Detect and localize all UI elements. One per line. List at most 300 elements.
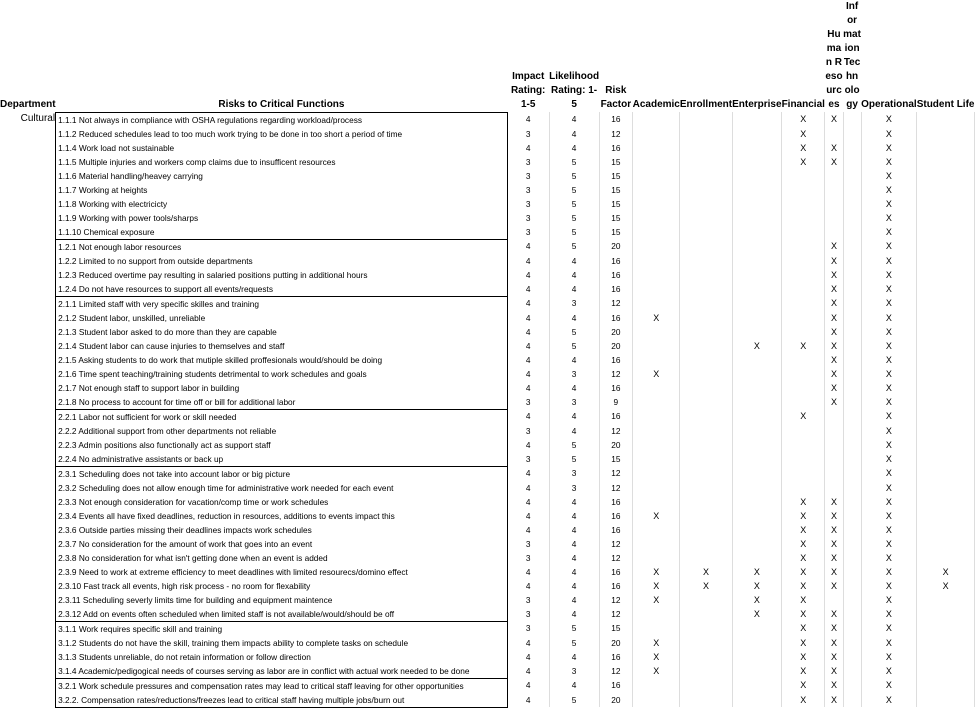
likelihood-rating: 4 [549, 523, 599, 537]
human-resources-mark: X [825, 636, 843, 650]
information-technology-mark [843, 239, 861, 254]
risk-factor: 9 [599, 395, 633, 410]
risk-description: 1.1.2 Reduced schedules lead to too much work trying to be done in too short a period of time [56, 127, 508, 141]
enrollment-mark [680, 381, 732, 395]
human-resources-mark: X [825, 325, 843, 339]
operational-mark: X [861, 155, 917, 169]
enrollment-mark [680, 197, 732, 211]
impact-rating: 4 [507, 523, 549, 537]
risk-description: 2.1.7 Not enough staff to support labor in building [56, 381, 508, 395]
human-resources-mark: X [825, 367, 843, 381]
department-cell [0, 325, 56, 339]
table-row [0, 621, 975, 636]
student-life-mark [917, 367, 975, 381]
department-cell [0, 353, 56, 367]
student-life-mark [917, 155, 975, 169]
risk-description: 2.3.12 Add on events often scheduled when limited staff is not available/would/should be off [56, 607, 508, 622]
risk-factor: 15 [599, 225, 633, 240]
student-life-mark [917, 311, 975, 325]
enterprise-mark [732, 282, 781, 297]
enrollment-mark [680, 523, 732, 537]
likelihood-rating: 5 [549, 636, 599, 650]
risk-description: 2.1.1 Limited staff with very specific skilles and training [56, 296, 508, 311]
enterprise-mark [732, 678, 781, 693]
impact-rating: 4 [507, 664, 549, 679]
enrollment-mark [680, 183, 732, 197]
header-enrollment: Enrollment [679, 99, 733, 110]
department-cell [0, 296, 56, 311]
table-row [0, 495, 975, 509]
student-life-mark [917, 381, 975, 395]
operational-mark: X [861, 367, 917, 381]
impact-rating: 4 [507, 565, 549, 579]
enrollment-mark [680, 339, 732, 353]
department-cell [0, 636, 56, 650]
department-cell [0, 339, 56, 353]
human-resources-mark: X [825, 395, 843, 410]
information-technology-mark [843, 254, 861, 268]
human-resources-mark [825, 466, 843, 481]
human-resources-mark: X [825, 112, 843, 127]
likelihood-rating: 4 [549, 268, 599, 282]
financial-mark [782, 197, 825, 211]
department-cell [0, 311, 56, 325]
information-technology-mark [843, 169, 861, 183]
information-technology-mark [843, 495, 861, 509]
operational-mark: X [861, 183, 917, 197]
impact-rating: 4 [507, 650, 549, 664]
financial-mark: X [782, 141, 825, 155]
operational-mark: X [861, 438, 917, 452]
enterprise-mark [732, 452, 781, 467]
academic-mark [633, 495, 680, 509]
financial-mark [782, 311, 825, 325]
risk-factor: 12 [599, 424, 633, 438]
human-resources-mark [825, 183, 843, 197]
academic-mark [633, 197, 680, 211]
financial-mark: X [782, 495, 825, 509]
department-cell [0, 537, 56, 551]
enterprise-mark: X [732, 593, 781, 607]
likelihood-rating: 5 [549, 452, 599, 467]
academic-mark [633, 678, 680, 693]
likelihood-rating: 4 [549, 254, 599, 268]
financial-mark: X [782, 678, 825, 693]
enterprise-mark [732, 523, 781, 537]
impact-rating: 4 [507, 254, 549, 268]
operational-mark: X [861, 296, 917, 311]
enrollment-mark [680, 169, 732, 183]
financial-mark [782, 254, 825, 268]
academic-mark [633, 112, 680, 127]
department-cell [0, 452, 56, 467]
enrollment-mark: X [680, 579, 732, 593]
financial-mark [782, 466, 825, 481]
risk-factor: 16 [599, 282, 633, 297]
enrollment-mark [680, 296, 732, 311]
academic-mark [633, 268, 680, 282]
human-resources-mark [825, 593, 843, 607]
academic-mark [633, 466, 680, 481]
risk-factor: 15 [599, 197, 633, 211]
student-life-mark [917, 127, 975, 141]
financial-mark [782, 296, 825, 311]
department-cell [0, 693, 56, 708]
impact-rating: 4 [507, 509, 549, 523]
table-row [0, 127, 975, 141]
enrollment-mark [680, 155, 732, 169]
enterprise-mark [732, 325, 781, 339]
department-cell [0, 183, 56, 197]
information-technology-mark [843, 650, 861, 664]
student-life-mark [917, 593, 975, 607]
impact-rating: 4 [507, 367, 549, 381]
likelihood-rating: 5 [549, 183, 599, 197]
operational-mark: X [861, 593, 917, 607]
impact-rating: 4 [507, 381, 549, 395]
risk-factor: 15 [599, 621, 633, 636]
information-technology-mark [843, 381, 861, 395]
header-operational: Operational [861, 99, 917, 110]
impact-rating: 3 [507, 607, 549, 622]
likelihood-rating: 3 [549, 664, 599, 679]
table-row [0, 565, 975, 579]
table-row [0, 678, 975, 693]
academic-mark [633, 183, 680, 197]
student-life-mark [917, 438, 975, 452]
operational-mark: X [861, 325, 917, 339]
risk-description: 1.1.7 Working at heights [56, 183, 508, 197]
department-cell [0, 495, 56, 509]
risk-factor: 12 [599, 607, 633, 622]
financial-mark [782, 424, 825, 438]
academic-mark: X [633, 509, 680, 523]
impact-rating: 4 [507, 409, 549, 424]
human-resources-mark [825, 225, 843, 240]
information-technology-mark [843, 268, 861, 282]
information-technology-mark [843, 481, 861, 495]
information-technology-mark [843, 395, 861, 410]
impact-rating: 4 [507, 481, 549, 495]
likelihood-rating: 5 [549, 693, 599, 708]
student-life-mark [917, 607, 975, 622]
financial-mark: X [782, 579, 825, 593]
risk-factor: 12 [599, 367, 633, 381]
risk-description: 2.1.8 No process to account for time off or bill for additional labor [56, 395, 508, 410]
operational-mark: X [861, 537, 917, 551]
student-life-mark [917, 636, 975, 650]
student-life-mark [917, 650, 975, 664]
risk-factor: 16 [599, 495, 633, 509]
table-row [0, 551, 975, 565]
table-row [0, 282, 975, 297]
table-row [0, 353, 975, 367]
human-resources-mark: X [825, 353, 843, 367]
student-life-mark [917, 523, 975, 537]
student-life-mark [917, 183, 975, 197]
academic-mark [633, 409, 680, 424]
student-life-mark [917, 211, 975, 225]
academic-mark [633, 537, 680, 551]
impact-rating: 3 [507, 169, 549, 183]
likelihood-rating: 4 [549, 311, 599, 325]
risk-factor: 12 [599, 481, 633, 495]
student-life-mark [917, 339, 975, 353]
information-technology-mark [843, 225, 861, 240]
risk-factor: 12 [599, 296, 633, 311]
academic-mark: X [633, 367, 680, 381]
likelihood-rating: 3 [549, 367, 599, 381]
risk-factor: 16 [599, 254, 633, 268]
risk-factor: 12 [599, 466, 633, 481]
table-row [0, 311, 975, 325]
enterprise-mark [732, 112, 781, 127]
table-row [0, 424, 975, 438]
header-financial: Financial [781, 99, 825, 110]
department-cell [0, 438, 56, 452]
academic-mark [633, 381, 680, 395]
risk-factor: 16 [599, 311, 633, 325]
information-technology-mark [843, 523, 861, 537]
financial-mark: X [782, 551, 825, 565]
enrollment-mark [680, 211, 732, 225]
department-cell [0, 169, 56, 183]
human-resources-mark [825, 409, 843, 424]
risk-factor: 16 [599, 579, 633, 593]
human-resources-mark: X [825, 551, 843, 565]
information-technology-mark [843, 579, 861, 593]
enterprise-mark [732, 537, 781, 551]
risk-factor: 20 [599, 325, 633, 339]
risk-factor: 20 [599, 339, 633, 353]
academic-mark [633, 239, 680, 254]
impact-rating: 4 [507, 353, 549, 367]
student-life-mark [917, 239, 975, 254]
financial-mark [782, 395, 825, 410]
financial-mark: X [782, 650, 825, 664]
table-row [0, 112, 975, 127]
human-resources-mark: X [825, 664, 843, 679]
human-resources-mark: X [825, 254, 843, 268]
financial-mark: X [782, 593, 825, 607]
financial-mark: X [782, 155, 825, 169]
enterprise-mark [732, 621, 781, 636]
department-cell [0, 650, 56, 664]
impact-rating: 4 [507, 239, 549, 254]
academic-mark: X [633, 593, 680, 607]
risk-description: 2.1.6 Time spent teaching/training students detrimental to work schedules and goals [56, 367, 508, 381]
table-row [0, 650, 975, 664]
operational-mark: X [861, 636, 917, 650]
human-resources-mark: X [825, 495, 843, 509]
financial-mark: X [782, 523, 825, 537]
human-resources-mark [825, 424, 843, 438]
human-resources-mark: X [825, 296, 843, 311]
human-resources-mark: X [825, 509, 843, 523]
financial-mark [782, 225, 825, 240]
table-row [0, 381, 975, 395]
risk-description: 1.1.8 Working with electricicty [56, 197, 508, 211]
operational-mark: X [861, 579, 917, 593]
human-resources-mark: X [825, 239, 843, 254]
header-risks: Risks to Critical Functions [56, 0, 508, 112]
information-technology-mark [843, 466, 861, 481]
human-resources-mark [825, 127, 843, 141]
likelihood-rating: 5 [549, 169, 599, 183]
likelihood-rating: 3 [549, 466, 599, 481]
enterprise-mark [732, 268, 781, 282]
operational-mark: X [861, 282, 917, 297]
risk-factor: 20 [599, 636, 633, 650]
table-row [0, 169, 975, 183]
human-resources-mark: X [825, 678, 843, 693]
risk-factor: 16 [599, 353, 633, 367]
risk-description: 1.2.2 Limited to no support from outside departments [56, 254, 508, 268]
enrollment-mark [680, 225, 732, 240]
risk-description: 2.3.7 No consideration for the amount of work that goes into an event [56, 537, 508, 551]
table-row [0, 141, 975, 155]
financial-mark: X [782, 565, 825, 579]
department-cell [0, 509, 56, 523]
academic-mark: X [633, 565, 680, 579]
financial-mark: X [782, 636, 825, 650]
human-resources-mark: X [825, 282, 843, 297]
enterprise-mark [732, 636, 781, 650]
enterprise-mark [732, 211, 781, 225]
information-technology-mark [843, 296, 861, 311]
likelihood-rating: 5 [549, 325, 599, 339]
risk-factor: 16 [599, 268, 633, 282]
department-cell: Cultural [0, 112, 56, 127]
impact-rating: 3 [507, 197, 549, 211]
information-technology-mark [843, 678, 861, 693]
information-technology-mark [843, 565, 861, 579]
information-technology-mark [843, 551, 861, 565]
impact-rating: 4 [507, 325, 549, 339]
risk-factor: 16 [599, 141, 633, 155]
academic-mark [633, 551, 680, 565]
operational-mark: X [861, 565, 917, 579]
enterprise-mark [732, 693, 781, 708]
enterprise-mark [732, 183, 781, 197]
likelihood-rating: 4 [549, 127, 599, 141]
human-resources-mark: X [825, 537, 843, 551]
human-resources-mark: X [825, 155, 843, 169]
student-life-mark: X [917, 579, 975, 593]
enrollment-mark [680, 353, 732, 367]
likelihood-rating: 5 [549, 339, 599, 353]
information-technology-mark [843, 621, 861, 636]
likelihood-rating: 4 [549, 282, 599, 297]
department-cell [0, 579, 56, 593]
table-row [0, 481, 975, 495]
academic-mark [633, 325, 680, 339]
risk-description: 2.3.10 Fast track all events, high risk process - no room for flexability [56, 579, 508, 593]
academic-mark [633, 353, 680, 367]
department-cell [0, 268, 56, 282]
enterprise-mark [732, 381, 781, 395]
human-resources-mark: X [825, 579, 843, 593]
academic-mark [633, 438, 680, 452]
likelihood-rating: 4 [549, 579, 599, 593]
impact-rating: 3 [507, 211, 549, 225]
academic-mark [633, 296, 680, 311]
information-technology-mark [843, 452, 861, 467]
enrollment-mark: X [680, 565, 732, 579]
impact-rating: 3 [507, 537, 549, 551]
operational-mark: X [861, 650, 917, 664]
operational-mark: X [861, 268, 917, 282]
risk-description: 2.2.1 Labor not sufficient for work or skill needed [56, 409, 508, 424]
impact-rating: 3 [507, 424, 549, 438]
enterprise-mark [732, 296, 781, 311]
risk-description: 1.2.1 Not enough labor resources [56, 239, 508, 254]
likelihood-rating: 5 [549, 225, 599, 240]
impact-rating: 4 [507, 636, 549, 650]
department-cell [0, 141, 56, 155]
academic-mark [633, 523, 680, 537]
likelihood-rating: 3 [549, 481, 599, 495]
student-life-mark [917, 296, 975, 311]
academic-mark [633, 621, 680, 636]
department-cell [0, 607, 56, 622]
impact-rating: 4 [507, 112, 549, 127]
department-cell [0, 127, 56, 141]
student-life-mark [917, 325, 975, 339]
human-resources-mark: X [825, 650, 843, 664]
impact-rating: 3 [507, 395, 549, 410]
impact-rating: 4 [507, 296, 549, 311]
table-row [0, 579, 975, 593]
financial-mark [782, 239, 825, 254]
risk-description: 3.1.1 Work requires specific skill and training [56, 621, 508, 636]
risk-factor: 12 [599, 551, 633, 565]
operational-mark: X [861, 424, 917, 438]
department-cell [0, 367, 56, 381]
header-row [0, 0, 975, 112]
academic-mark: X [633, 636, 680, 650]
human-resources-mark [825, 438, 843, 452]
enrollment-mark [680, 325, 732, 339]
enterprise-mark [732, 551, 781, 565]
risk-description: 2.1.3 Student labor asked to do more than they are capable [56, 325, 508, 339]
information-technology-mark [843, 325, 861, 339]
enrollment-mark [680, 141, 732, 155]
operational-mark: X [861, 481, 917, 495]
operational-mark: X [861, 607, 917, 622]
header-academic: Academic [632, 99, 680, 110]
operational-mark: X [861, 395, 917, 410]
risk-description: 2.3.2 Scheduling does not allow enough time for administrative work needed for each event [56, 481, 508, 495]
table-row [0, 225, 975, 240]
risk-description: 3.2.1 Work schedule pressures and compensation rates may lead to critical staff leaving for other opportunities [56, 678, 508, 693]
department-cell [0, 211, 56, 225]
information-technology-mark [843, 155, 861, 169]
operational-mark: X [861, 509, 917, 523]
risk-description: 3.1.3 Students unreliable, do not retain information or follow direction [56, 650, 508, 664]
table-row [0, 593, 975, 607]
human-resources-mark: X [825, 523, 843, 537]
header-risk-factor: Risk Factor [600, 85, 632, 110]
human-resources-mark [825, 452, 843, 467]
department-cell [0, 621, 56, 636]
information-technology-mark [843, 509, 861, 523]
risk-description: 3.1.2 Students do not have the skill, training them impacts ability to complete tasks on schedule [56, 636, 508, 650]
student-life-mark [917, 409, 975, 424]
likelihood-rating: 3 [549, 395, 599, 410]
financial-mark: X [782, 127, 825, 141]
enterprise-mark: X [732, 565, 781, 579]
